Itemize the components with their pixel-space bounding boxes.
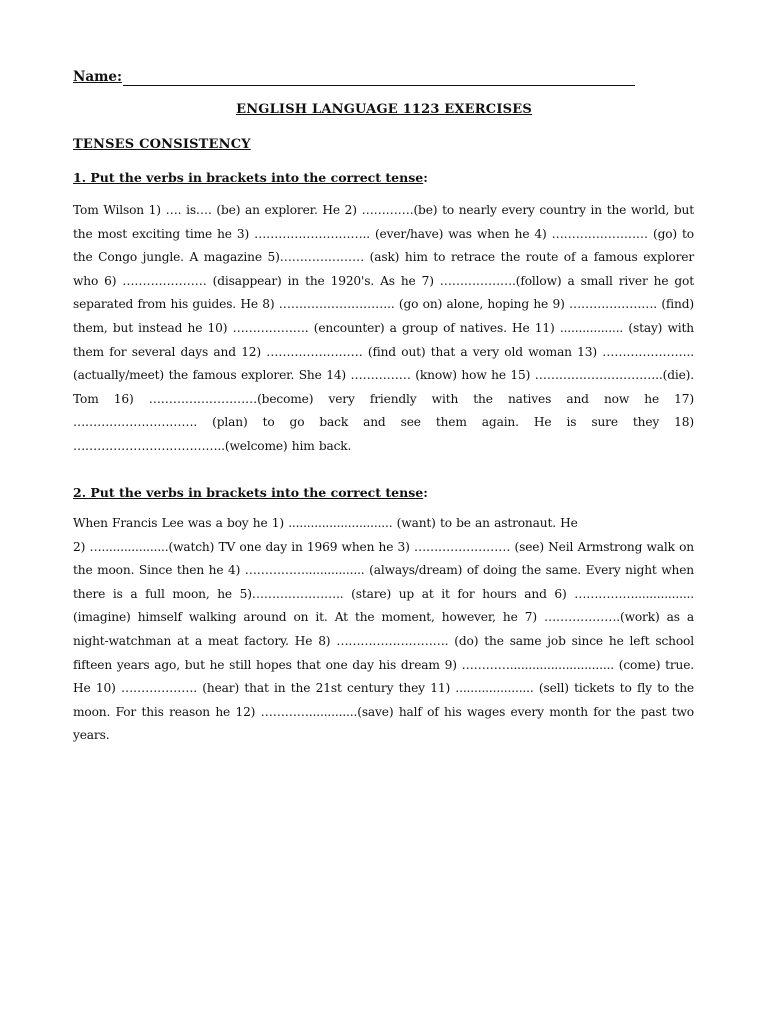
name-field — [73, 68, 635, 86]
exercise-2-text: 2) …..................(watch) TV one day in 1969 when he 3) …………………… (see) Neil Armstrong walk on the moon. Since then he 4) ……………................ (always/dream) of doing the same. Every night when there is a full moon, he 5)………………….. (stare) up at it for hours and 6) ……………................ (imagine) himself walking around on it. At the moment, however, he 7) ……………….(work) as a night-watchman at a meat factory. He 8) ………………………. (do) the same job since he left school fifteen years ago, but he still hopes that one day his dream 9) …………............................ (come) true. He 10) ………………. (hear) that in the 21st century they 11) ..................... (sell) tickets to fly to the moon. For this reason he 12) ………….............(save) half of his wages every month for the past two years. — [73, 539, 699, 743]
exercise-2-first-line: When Francis Lee was a boy he 1) ............................ (want) to be an astronaut. He — [73, 516, 578, 530]
exercise-2-heading — [73, 485, 428, 500]
exercise-1-passage — [73, 199, 699, 459]
exercise-1-text: Tom Wilson 1) …. is…. (be) an explorer. He 2) ………….(be) to nearly every country in the world, but the most exciting time he 3) ……………………….. (ever/have) was when he 4) …………………… (go) to the Congo jungle. A magazine 5)………………… (ask) him to retrace the route of a famous explorer who 6) ………………… (disappear) in the 1920's. As he 7) ……………….(follow) a small river he got separated from his guides. He 8) ……………………….. (go on) alone, hoping he 9) …………………. (find) them, but instead he 10) ………………. (encounter) a group of natives. He 11) ................. (stay) with them for several days and 12) …………………… (find out) that a very old woman 13) …………………..(actually/meet) the famous explorer. She 14) …………… (know) how he 15) …………………………..(die). Tom 16) ………………………(become) very friendly with the natives and now he 17) …………………………. (plan) to go back and see them again. He is sure they 18) ………………………………..(welcome) him back. — [73, 203, 699, 453]
exercise-1-heading-text: 1. Put the verbs in brackets into the correct tense — [73, 170, 424, 185]
exercise-1-heading-colon: : — [423, 170, 428, 185]
exercise-2-heading-text: 2. Put the verbs in brackets into the correct tense — [73, 485, 424, 500]
section-heading: TENSES CONSISTENCY — [73, 137, 251, 152]
exercise-2-heading-colon: : — [423, 485, 428, 500]
name-label: Name: — [73, 69, 122, 85]
exercise-1-heading — [73, 170, 428, 185]
page-title: ENGLISH LANGUAGE 1123 EXERCISES — [236, 102, 532, 117]
exercise-2-passage — [73, 512, 699, 748]
name-blank-line — [123, 71, 635, 86]
